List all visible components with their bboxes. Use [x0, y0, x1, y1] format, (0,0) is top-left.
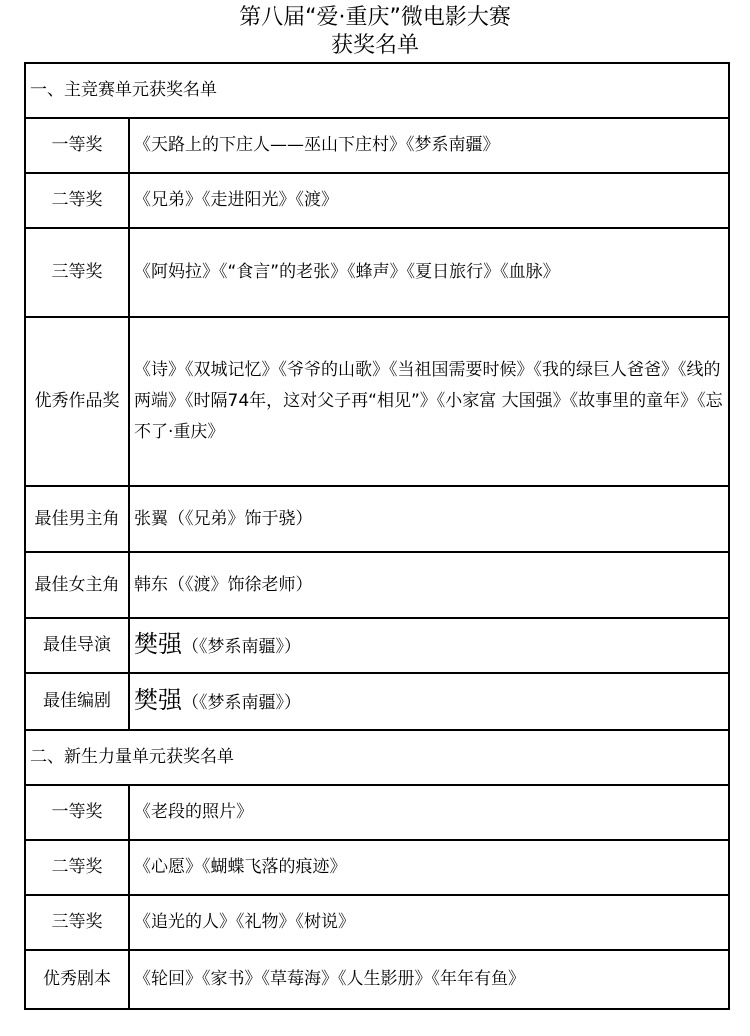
table-row — [25, 840, 729, 895]
award-label: 三等奖 — [25, 895, 129, 950]
table-row — [25, 228, 729, 317]
table-row — [25, 785, 729, 840]
award-winners: 《追光的人》《礼物》《树说》 — [129, 895, 729, 950]
award-label: 一等奖 — [25, 118, 129, 173]
winner-work: （《梦系南疆》） — [182, 636, 301, 657]
document-subtitle: 获奖名单 — [330, 33, 419, 58]
award-label: 三等奖 — [25, 228, 129, 317]
section-header-row — [25, 730, 729, 785]
awards-table — [24, 62, 730, 1010]
table-row — [25, 118, 729, 173]
table-row — [25, 486, 729, 552]
award-winners — [129, 618, 729, 673]
award-label: 优秀作品奖 — [25, 317, 129, 486]
section-header-row — [25, 63, 729, 118]
winner-work: （《梦系南疆》） — [182, 692, 301, 713]
award-label: 最佳导演 — [25, 618, 129, 673]
award-winners: 《诗》《双城记忆》《爷爷的山歌》《当祖国需要时候》《我的绿巨人爸爸》《线的两端》《时隔74年，这对父子再“相见”》《小家富 大国强》《故事里的童年》《忘不了·重庆》 — [129, 317, 729, 486]
table-row — [25, 950, 729, 1009]
table-row — [25, 317, 729, 486]
award-winners: 《轮回》《家书》《草莓海》《人生影册》《年年有鱼》 — [129, 950, 729, 1009]
document-title: 第八届“爱·重庆”微电影大赛 — [239, 5, 511, 30]
award-label: 二等奖 — [25, 173, 129, 228]
award-winners: 《阿妈拉》《“食言”的老张》《蜂声》《夏日旅行》《血脉》 — [129, 228, 729, 317]
award-winners: 韩东（《渡》饰徐老师） — [129, 552, 729, 618]
award-label: 最佳男主角 — [25, 486, 129, 552]
table-row — [25, 895, 729, 950]
winner-name: 樊强 — [134, 685, 182, 714]
section-heading: 二、新生力量单元获奖名单 — [25, 730, 729, 785]
award-winners: 《天路上的下庄人——巫山下庄村》《梦系南疆》 — [129, 118, 729, 173]
table-row — [25, 552, 729, 618]
winner-name: 樊强 — [134, 629, 182, 658]
award-winners: 张翼（《兄弟》饰于骁） — [129, 486, 729, 552]
award-label: 最佳女主角 — [25, 552, 129, 618]
award-winners: 《兄弟》《走进阳光》《渡》 — [129, 173, 729, 228]
section-heading: 一、主竞赛单元获奖名单 — [25, 63, 729, 118]
award-label: 一等奖 — [25, 785, 129, 840]
table-row — [25, 173, 729, 228]
award-winners — [129, 673, 729, 730]
award-label: 最佳编剧 — [25, 673, 129, 730]
award-winners: 《老段的照片》 — [129, 785, 729, 840]
award-label: 二等奖 — [25, 840, 129, 895]
table-row — [25, 618, 729, 673]
table-row — [25, 673, 729, 730]
award-winners: 《心愿》《蝴蝶飞落的痕迹》 — [129, 840, 729, 895]
award-label: 优秀剧本 — [25, 950, 129, 1009]
